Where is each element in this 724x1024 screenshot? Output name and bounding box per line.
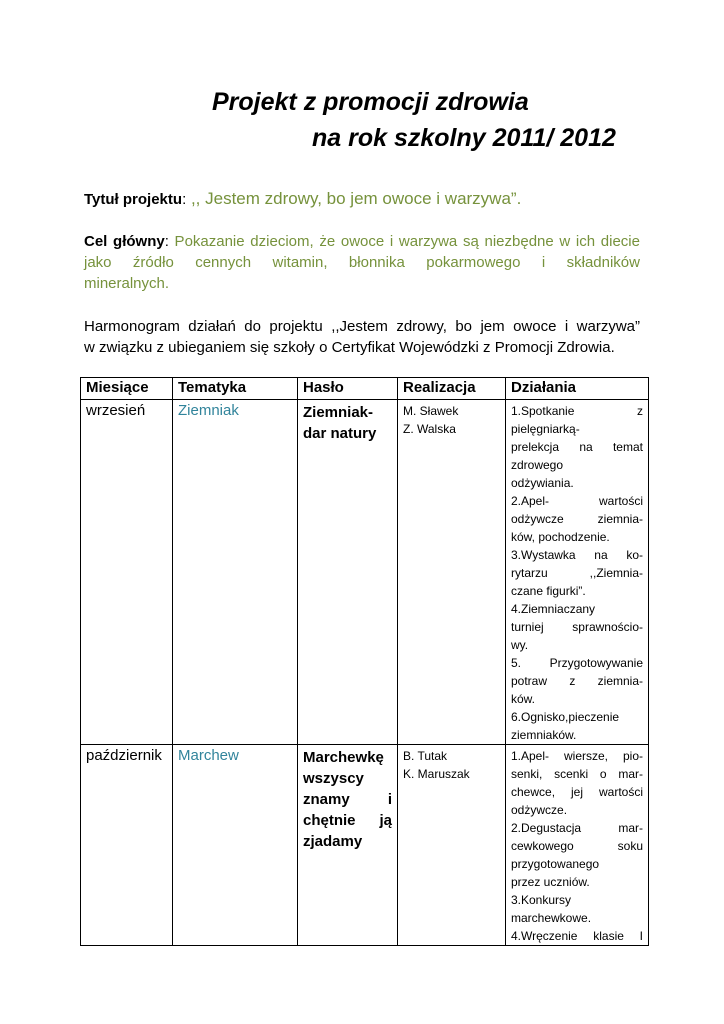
action-line: turniej sprawnościo- (511, 620, 643, 634)
project-title-label: Tytuł projektu (84, 191, 183, 208)
schedule-intro (84, 316, 640, 358)
project-title (84, 188, 640, 210)
action-line: potraw z ziemnia- (511, 674, 643, 688)
header-implementation: Realizacja (398, 378, 506, 400)
header-topic: Tematyka (173, 378, 298, 400)
action-line: marchewkowe. (511, 911, 592, 925)
action-line: przez uczniów. (511, 875, 590, 889)
schedule-table (80, 377, 649, 946)
action-line: 2.Degustacja mar- (511, 821, 643, 835)
slogan-cell (298, 400, 398, 745)
main-goal-text-1: Pokazanie dzieciom, że owoce i warzywa są niezbędne w ich diecie (168, 233, 640, 250)
action-line: przygotowanego (511, 857, 600, 871)
topic-cell: Marchew (173, 745, 298, 946)
action-line: zdrowego (511, 458, 564, 472)
main-goal (84, 231, 640, 294)
title-line-2: na rok szkolny 2011/ 2012 (312, 124, 616, 152)
action-line: 2.Apel- wartości (511, 494, 643, 508)
action-line: ków. (511, 692, 536, 706)
action-line: pielęgniarką- (511, 422, 580, 436)
header-actions: Działania (506, 378, 649, 400)
action-line: ków, pochodzenie. (511, 530, 610, 544)
action-line: 4.Wręczenie klasie I (511, 929, 643, 943)
implementation-cell (398, 745, 506, 946)
slogan-line: dar natury (303, 425, 377, 442)
action-line: odżywcze. (511, 803, 568, 817)
slogan-line: Ziemniak- (303, 404, 374, 421)
action-line: 3.Wystawka na ko- (511, 548, 643, 562)
action-line: rytarzu ,,Ziemnia- (511, 566, 643, 580)
table-row (81, 400, 649, 745)
slogan-cell (298, 745, 398, 946)
action-line: 4.Ziemniaczany (511, 602, 596, 616)
table-header-row (81, 378, 649, 400)
action-line: 5. Przygotowywanie (511, 656, 643, 670)
action-line: senki, scenki o mar- (511, 767, 643, 781)
implementation-cell (398, 400, 506, 745)
person-name: M. Sławek (403, 404, 459, 418)
header-slogan: Hasło (298, 378, 398, 400)
action-line: chewce, jej wartości (511, 785, 643, 799)
month-cell: październik (81, 745, 173, 946)
main-goal-text-3: mineralnych. (84, 275, 170, 292)
title-line-1: Projekt z promocji zdrowia (212, 88, 529, 116)
action-line: 3.Konkursy (511, 893, 572, 907)
schedule-intro-line-2: w związku z ubieganiem się szkoły o Certyfikat Wojewódzki z Promocji Zdrowia. (84, 339, 615, 356)
actions-cell (506, 745, 649, 946)
slogan-line: zjadamy (303, 833, 363, 850)
action-line: 1.Apel- wiersze, pio- (511, 749, 643, 763)
action-line: 6.Ognisko,pieczenie (511, 710, 620, 724)
person-name: Z. Walska (403, 422, 456, 436)
schedule-intro-line-1: Harmonogram działań do projektu ,,Jestem zdrowy, bo jem owoce i warzywa” (84, 318, 640, 335)
action-line: 1.Spotkanie z (511, 404, 643, 418)
action-line: cewkowego soku (511, 839, 643, 853)
main-goal-label: Cel główny (84, 233, 165, 250)
topic-cell: Ziemniak (173, 400, 298, 745)
person-name: B. Tutak (403, 749, 448, 763)
actions-cell (506, 400, 649, 745)
slogan-line: znamy i (303, 791, 392, 808)
action-line: ziemniaków. (511, 728, 577, 742)
slogan-line: Marchewkę (303, 749, 384, 766)
slogan-line: chętnie ją (303, 812, 392, 829)
action-line: prelekcja na temat (511, 440, 643, 454)
action-line: odżywcze ziemnia- (511, 512, 643, 526)
main-goal-text-2: jako źródło cennych witamin, błonnika pokarmowego i składników (84, 254, 640, 271)
slogan-line: wszyscy (303, 770, 364, 787)
action-line: odżywiania. (511, 476, 574, 490)
action-line: wy. (511, 638, 529, 652)
month-cell: wrzesień (81, 400, 173, 745)
main-goal-colon: : (164, 233, 169, 250)
table-row (81, 745, 649, 946)
person-name: K. Maruszak (403, 767, 470, 781)
header-months: Miesiące (81, 378, 173, 400)
project-title-value: ,, Jestem zdrowy, bo jem owoce i warzywa”. (186, 189, 522, 208)
action-line: czane figurki”. (511, 584, 586, 598)
project-title-colon: : (182, 191, 187, 208)
